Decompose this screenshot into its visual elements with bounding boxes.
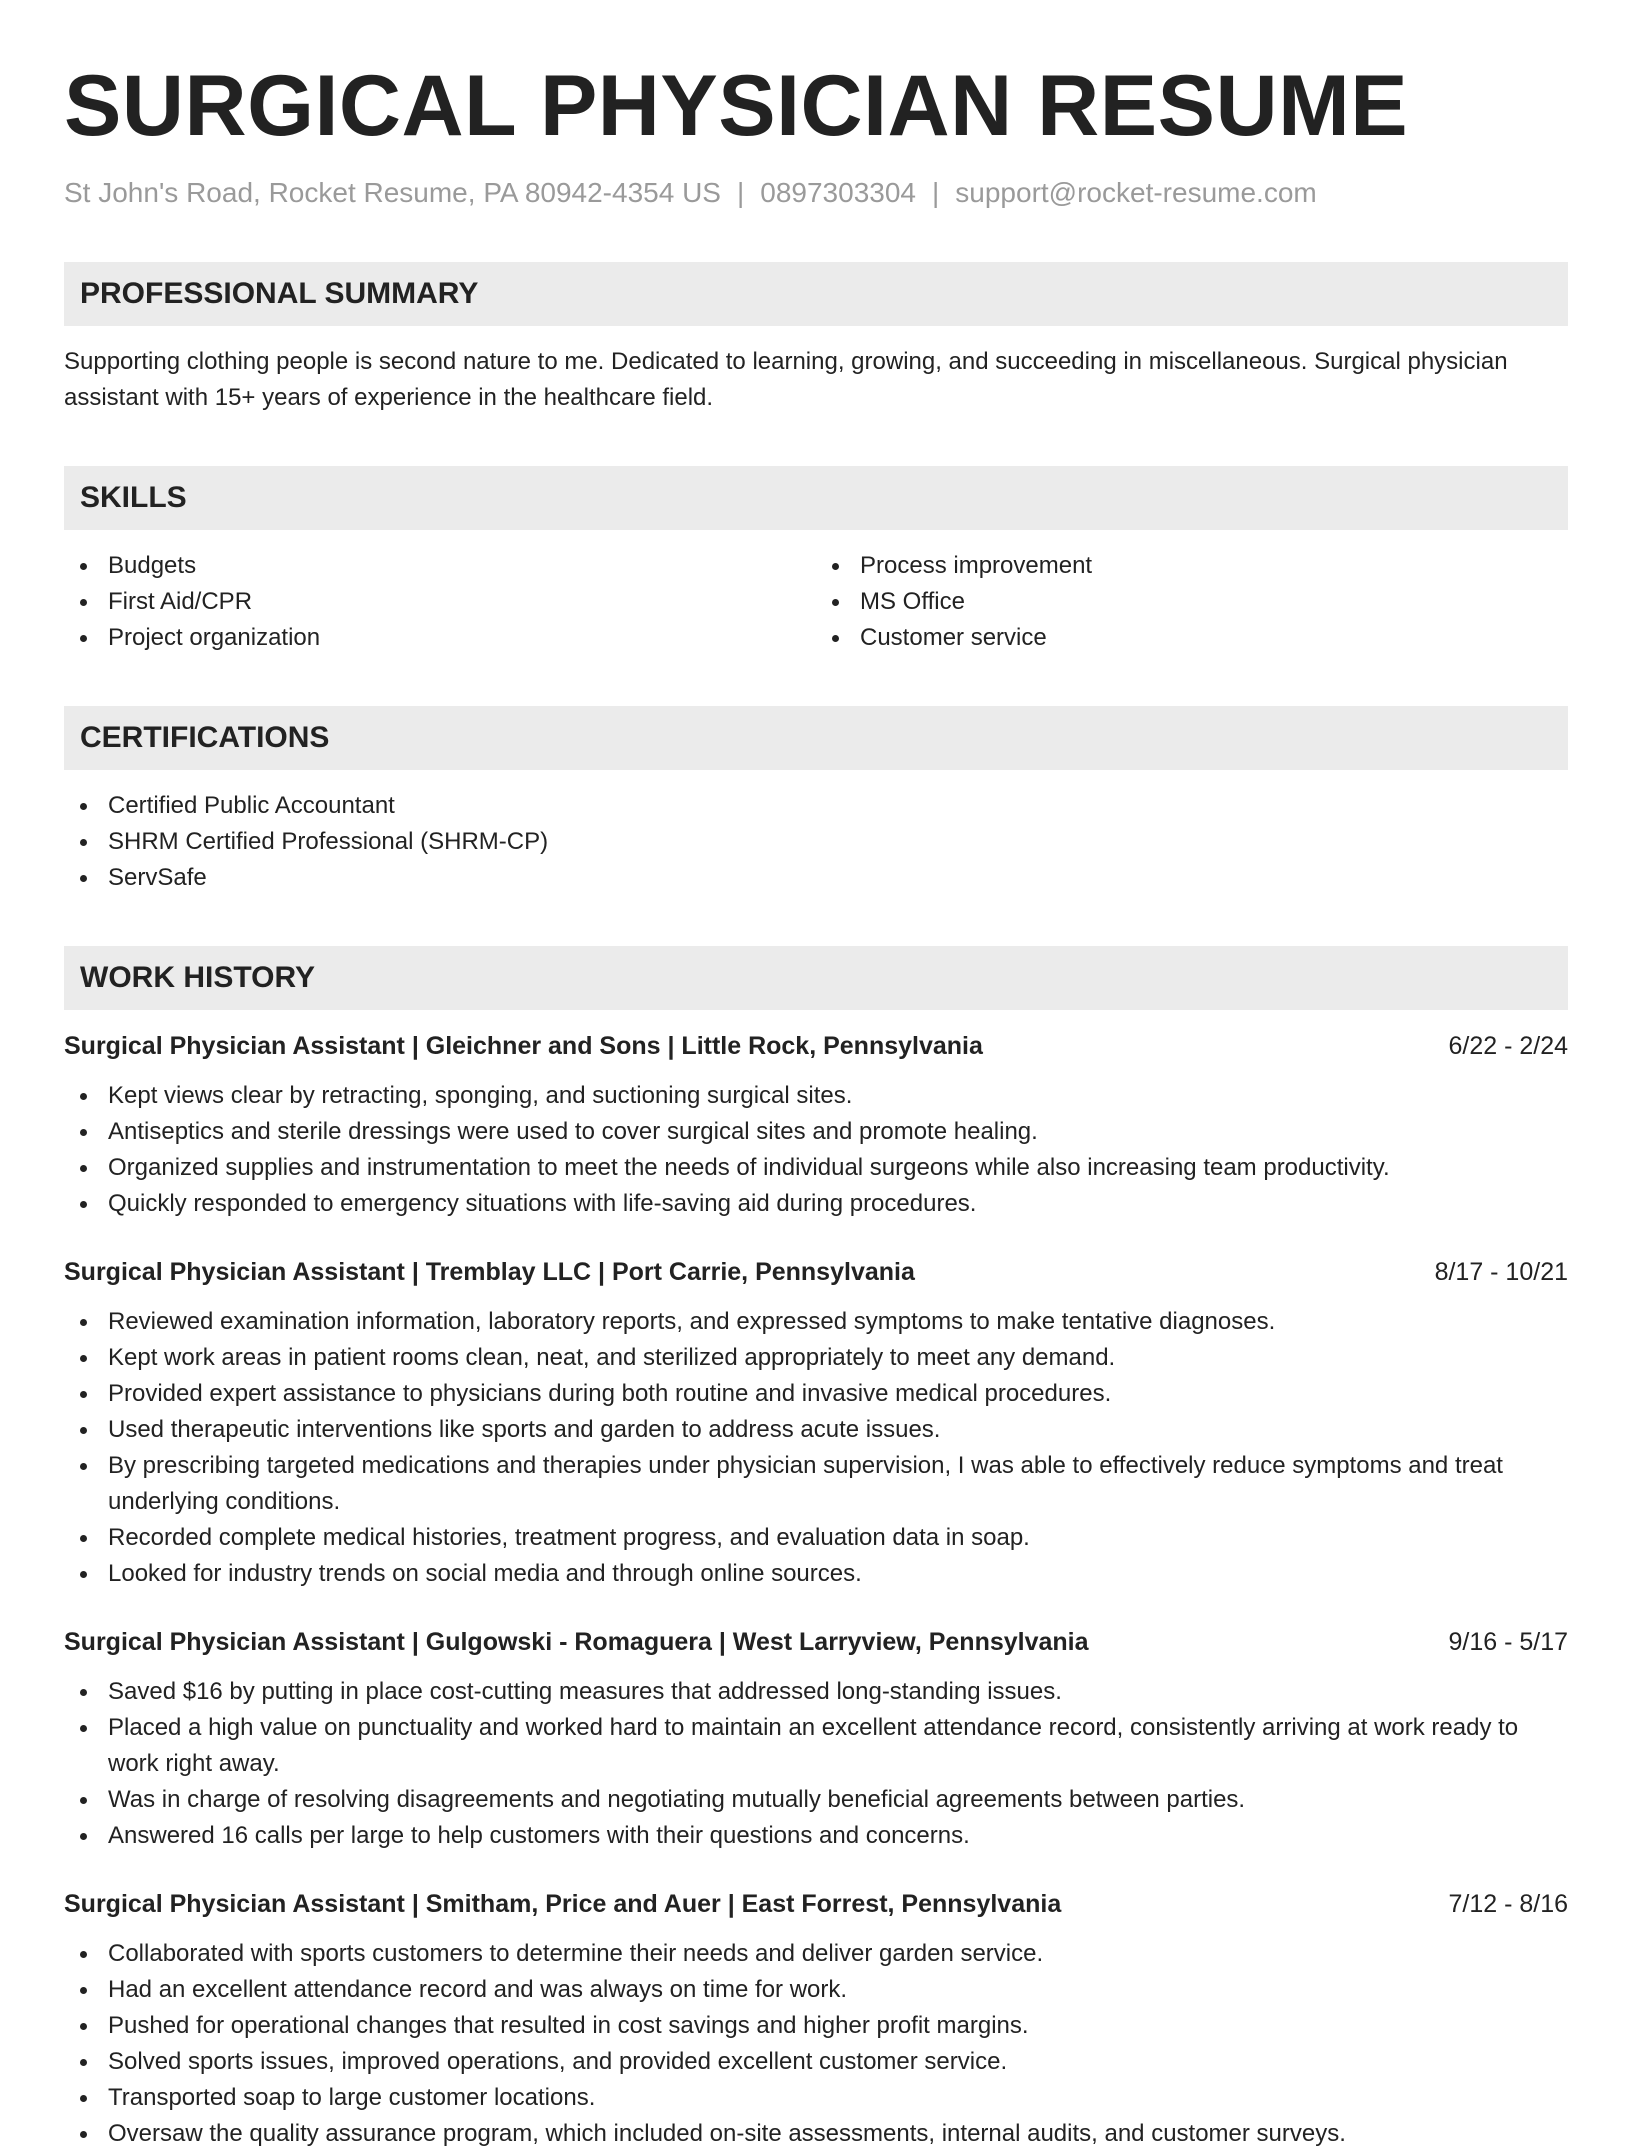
skills-heading: SKILLS xyxy=(64,466,1568,530)
work-history-heading: WORK HISTORY xyxy=(64,946,1568,1010)
job-header xyxy=(64,1254,1568,1290)
skills-list xyxy=(64,548,1568,656)
job-bullet: Antiseptics and sterile dressings were used to cover surgical sites and promote healing. xyxy=(64,1114,1568,1150)
skills-column-right xyxy=(816,548,1568,656)
job-bullet: Organized supplies and instrumentation to meet the needs of individual surgeons while also increasing team productivity. xyxy=(64,1150,1568,1186)
job-entry xyxy=(64,1886,1568,2152)
job-bullet: By prescribing targeted medications and therapies under physician supervision, I was able to effectively reduce symptoms and treat underlying conditions. xyxy=(64,1448,1568,1520)
job-bullet: Had an excellent attendance record and was always on time for work. xyxy=(64,1972,1568,2008)
job-header xyxy=(64,1624,1568,1660)
contact-address: St John's Road, Rocket Resume, PA 80942-4354 US xyxy=(64,177,721,208)
contact-separator: | xyxy=(932,177,940,208)
job-bullet: Provided expert assistance to physicians during both routine and invasive medical procedures. xyxy=(64,1376,1568,1412)
skill-item: MS Office xyxy=(816,584,1568,620)
skill-item: Budgets xyxy=(64,548,816,584)
certification-item: ServSafe xyxy=(64,860,1568,896)
skills-column-left xyxy=(64,548,816,656)
contact-email: support@rocket-resume.com xyxy=(955,177,1317,208)
job-bullets xyxy=(64,1674,1568,1854)
job-bullet: Quickly responded to emergency situations with life-saving aid during procedures. xyxy=(64,1186,1568,1222)
certification-item: SHRM Certified Professional (SHRM-CP) xyxy=(64,824,1568,860)
job-title: Surgical Physician Assistant | Tremblay LLC | Port Carrie, Pennsylvania xyxy=(64,1258,915,1286)
contact-separator: | xyxy=(736,177,745,208)
job-entry xyxy=(64,1624,1568,1854)
job-bullet: Looked for industry trends on social media and through online sources. xyxy=(64,1556,1568,1592)
job-bullets xyxy=(64,1936,1568,2152)
job-dates: 9/16 - 5/17 xyxy=(1448,1628,1568,1656)
job-bullet: Oversaw the quality assurance program, which included on-site assessments, internal audits, and customer surveys. xyxy=(64,2116,1568,2152)
skill-item: Customer service xyxy=(816,620,1568,656)
skill-item: Project organization xyxy=(64,620,816,656)
certifications-list xyxy=(64,788,1568,896)
summary-heading: PROFESSIONAL SUMMARY xyxy=(64,262,1568,326)
job-bullets xyxy=(64,1304,1568,1592)
job-bullets xyxy=(64,1078,1568,1222)
job-bullet: Pushed for operational changes that resulted in cost savings and higher profit margins. xyxy=(64,2008,1568,2044)
job-title: Surgical Physician Assistant | Gleichner and Sons | Little Rock, Pennsylvania xyxy=(64,1032,983,1060)
job-bullet: Placed a high value on punctuality and worked hard to maintain an excellent attendance record, consistently arriving at work ready to work right away. xyxy=(64,1710,1568,1782)
job-header xyxy=(64,1886,1568,1922)
contact-line xyxy=(64,176,1568,210)
job-entry xyxy=(64,1254,1568,1592)
certification-item: Certified Public Accountant xyxy=(64,788,1568,824)
job-bullet: Was in charge of resolving disagreements and negotiating mutually beneficial agreements between parties. xyxy=(64,1782,1568,1818)
job-dates: 8/17 - 10/21 xyxy=(1434,1258,1568,1286)
skill-item: Process improvement xyxy=(816,548,1568,584)
job-bullet: Collaborated with sports customers to determine their needs and deliver garden service. xyxy=(64,1936,1568,1972)
job-title: Surgical Physician Assistant | Smitham, Price and Auer | East Forrest, Pennsylvania xyxy=(64,1890,1062,1918)
job-bullet: Answered 16 calls per large to help customers with their questions and concerns. xyxy=(64,1818,1568,1854)
contact-phone: 0897303304 xyxy=(760,177,916,208)
summary-text: Supporting clothing people is second nature to me. Dedicated to learning, growing, and succeeding in miscellaneous. Surgical physician assistant with 15+ years of experience in the healthcare field. xyxy=(64,348,1508,411)
job-bullet: Kept views clear by retracting, sponging, and suctioning surgical sites. xyxy=(64,1078,1568,1114)
job-dates: 7/12 - 8/16 xyxy=(1448,1890,1568,1918)
job-bullet: Saved $16 by putting in place cost-cutting measures that addressed long-standing issues. xyxy=(64,1674,1568,1710)
job-bullet: Reviewed examination information, laboratory reports, and expressed symptoms to make tentative diagnoses. xyxy=(64,1304,1568,1340)
job-dates: 6/22 - 2/24 xyxy=(1448,1032,1568,1060)
job-bullet: Kept work areas in patient rooms clean, neat, and sterilized appropriately to meet any demand. xyxy=(64,1340,1568,1376)
resume-title: SURGICAL PHYSICIAN RESUME xyxy=(64,58,1409,154)
skill-item: First Aid/CPR xyxy=(64,584,816,620)
job-bullet: Recorded complete medical histories, treatment progress, and evaluation data in soap. xyxy=(64,1520,1568,1556)
job-bullet: Transported soap to large customer locations. xyxy=(64,2080,1568,2116)
job-bullet: Solved sports issues, improved operations, and provided excellent customer service. xyxy=(64,2044,1568,2080)
certifications-heading: CERTIFICATIONS xyxy=(64,706,1568,770)
job-title: Surgical Physician Assistant | Gulgowski - Romaguera | West Larryview, Pennsylvania xyxy=(64,1628,1089,1656)
job-entry xyxy=(64,1028,1568,1222)
job-bullet: Used therapeutic interventions like sports and garden to address acute issues. xyxy=(64,1412,1568,1448)
job-header xyxy=(64,1028,1568,1064)
